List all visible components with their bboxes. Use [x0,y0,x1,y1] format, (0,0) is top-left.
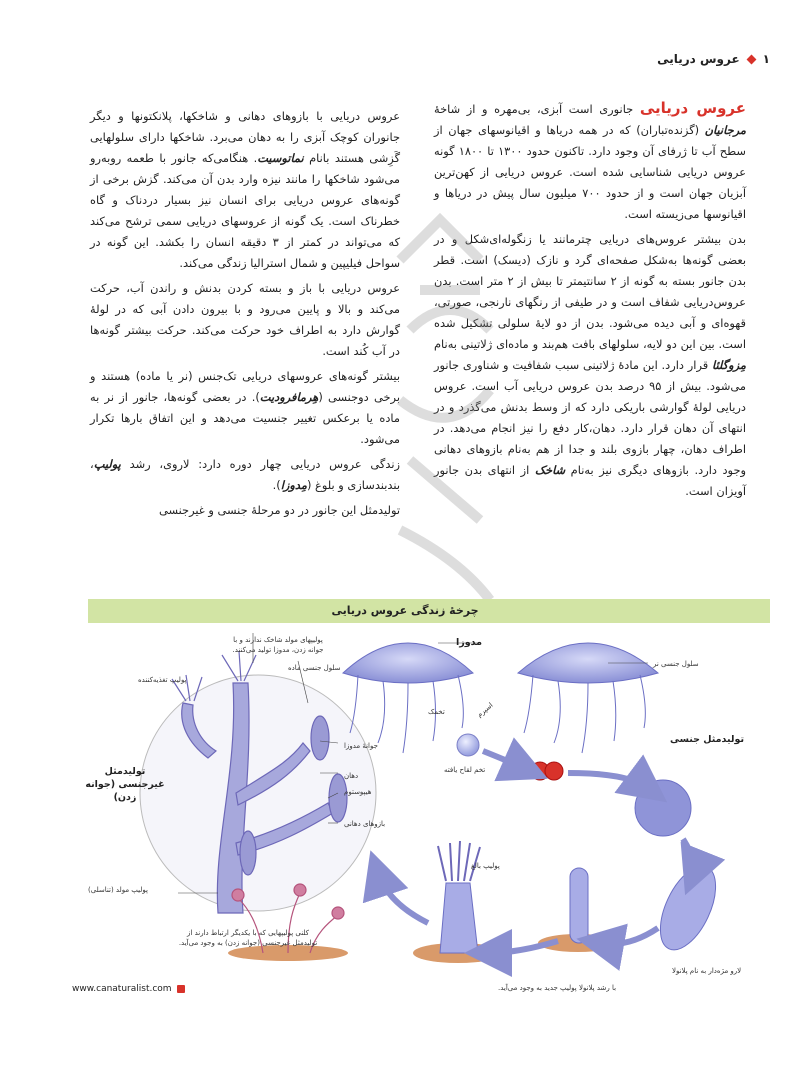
label-new-polyp-note: با رشد پلانولا پولیپ جدید به وجود می‌آید. [498,984,617,992]
paragraph: عروس دریایی با باز و بسته کردن بدنش و راندن آب، حرکت می‌کند و بالا و پایین می‌رود و با بیرون دادن آبی که در لولهٔ گوارش دارد به اطراف خود حرکت می‌کند. حرکت بیشتر گونه‌ها در آب کُند است. [90,281,400,358]
text-span: بدن بیشتر عروس‌های دریایی چترمانند یا زنگوله‌ای‌شکل و در بعضی گونه‌ها به‌شکل صفحه‌ای گرد و نازک (دیسک) است. قطر بدن جانور بسته به گونه از ۲ سانتیمتر تا بیش از ۲ متر است. بدن عروس‌دریایی شفاف است و در طیفی از رنگهای نارنجی، صورتی، قهوه‌ای و آبی دیده می‌شود. بدن از دو لایهٔ سلولی تشکیل شده است. بین این دو لایه، سلولهای بافت هم‌بند و ماده‌ای ژلاتینی به‌نام [434,232,747,351]
text-span: . هنگامی‌که جانور با طعمه روبه‌رو می‌شود شاخکها را مانند نیزه وارد بدن آن می‌کند. گزش برخی از گونه‌های عروس دریایی برای انسان نیز بسیار دردناک و گاه خطرناک است. یک گونه از عروسهای دریایی سمی ترشح می‌کند که می‌تواند در کمتر از ۳ دقیقه انسان را بکشد. این گونه در سواحل فیلیپین و شمال استرالیا زندگی می‌کند. [90,151,400,270]
term-polyp: پولیپ [93,457,121,471]
text-span: زندگی عروس دریایی چهار دوره دارد: لاروی، رشد [120,457,400,471]
paragraph [434,98,746,225]
chapter-title: عروس دریایی [657,52,740,66]
label-hypostome: هیپوستوم [344,788,372,796]
page-footer [72,984,185,994]
paragraph [434,229,746,502]
two-cell-stage [531,762,563,780]
header-diamond-icon [746,54,756,64]
label-male-sex-cell: سلول جنسی نر [653,660,699,668]
text-span: جانوری است آبزی، بی‌مهره و از شاخهٔ [434,102,640,116]
paragraph [90,454,400,496]
right-text-column [434,98,746,506]
label-sexual-reproduction: تولیدمثل جنسی [670,734,745,745]
left-text-column [90,106,400,525]
text-span: قرار دارد. این مادهٔ ژلاتینی سبب شفافیت و شناوری جانور می‌شود. بیش از ۹۵ درصد بدن عروس دریایی آب است. عروس دریایی لولهٔ گوارشی باریکی دارد که از وسط بدنش می‌گذرد و در انتهای آن دهان قرار دارد. دهان،کار دفع را نیز انجام می‌دهد. در اطراف دهان، چهار بازوی بلند و جدا از هم به‌نام بازوهای دهانی وجود دارد. بازوهای دیگری نیز به‌نام [434,358,747,477]
label-sperm: اسپرم [475,701,495,719]
label-colony-note: کلنی پولیپهایی که با یکدیگر ارتباط دارند از تولیدمثل غیرجنسی (جوانه زدن) به وجود می‌آید. [178,929,318,947]
page-header [657,52,770,66]
label-medusa: مدوزا [456,637,482,648]
label-asexual-reproduction: تولیدمثل غیرجنسی (جوانه زدن) [85,766,165,803]
label-mouth: دهان [344,772,359,780]
medusa-drawing-left [343,643,473,753]
page-number: ۱ [762,52,770,66]
term-jellyfish: عروس دریایی [639,99,747,117]
cycle-arrows [378,751,695,953]
website-logo-icon [177,985,185,993]
text-span: ). [272,478,281,492]
label-feeding-polyp: پولیپ تغذیه‌کننده [138,676,187,684]
term-mesoglea: مِزوگلئا [712,358,746,372]
text-span: ). در بعضی گونه‌ها، جانور از نر به ماده یا برعکس تغییر جنسیت می‌دهد و این اتفاق بارها تکرار می‌شود. [90,390,400,446]
text-span: ، بندبندسازی و بلوغ ( [90,457,400,492]
paragraph [90,366,400,450]
planula-larva-shape [649,858,727,958]
text-span: عروس دریایی با بازوهای دهانی و شاخکها، پلانکتونها و دیگر جانوران کوچک آبزی را به دهان می‌برد. شاخکها دارای سلولهایی گَزِشی هستند بانام [90,109,401,165]
label-medusa-bud: جوانهٔ مدوزا [344,742,378,750]
term-nematocyst: نماتوسیت [257,151,304,165]
text-span: بیشتر گونه‌های عروسهای دریایی تک‌جنس (نر یا ماده) هستند و برخی دوجنسی ( [90,369,400,404]
label-planula: لارو مژه‌دار به نام پلانولا [672,967,742,975]
label-mature-polyp: پولیپ بالغ [471,862,500,870]
label-reproductive-polyps-note: پولیپهای مولد شاخک ندارند و با جوانه زدن، مدوزا تولید می‌کنند. [232,636,324,654]
term-phylum: مرجانیان [704,123,746,137]
paragraph [90,106,400,274]
fertilized-egg-shape [457,734,479,756]
label-egg: تخمک [428,708,445,716]
term-tentacle: شاخک [534,463,566,477]
mature-polyp-drawing [413,841,503,963]
label-oral-arms: بازوهای دهانی [344,820,386,828]
term-hermaphrodite: هِرمافرودیت [259,390,319,404]
text-span: (گزنده‌تباران) که در همه دریاها و اقیانوسهای جهان از سطح آب تا ژرفای آن وجود دارد. تاکنون حدود ۱۳۰۰ تا ۱۸۰۰ گونه عروس دریایی شناسایی شده است. عروس دریایی از کهن‌ترین آبزیان جهان است و از حدود ۷۰۰ میلیون سال پیش در دریاها و اقیانوسها می‌زیسته است. [434,123,746,221]
label-female-sex-cell: سلول جنسی ماده [288,664,341,672]
young-polyp-drawing [538,868,618,952]
term-medusa: مِدوزا [280,478,307,492]
life-cycle-figure [85,623,770,993]
figure-title: چرخهٔ زندگی عروس دریایی [331,604,479,617]
medusa-drawing-right [518,643,658,753]
paragraph: تولیدمثل این جانور در دو مرحلهٔ جنسی و غیرجنسی [158,503,400,517]
label-reproductive-polyp: پولیپ مولد (تناسلی) [88,886,148,894]
website-url[interactable]: www.canaturalist.com [72,984,172,994]
text-span: از انتهای بدن جانور آویزان است. [434,463,746,498]
label-fertilized-egg: تخم لقاح یافته [444,766,486,774]
